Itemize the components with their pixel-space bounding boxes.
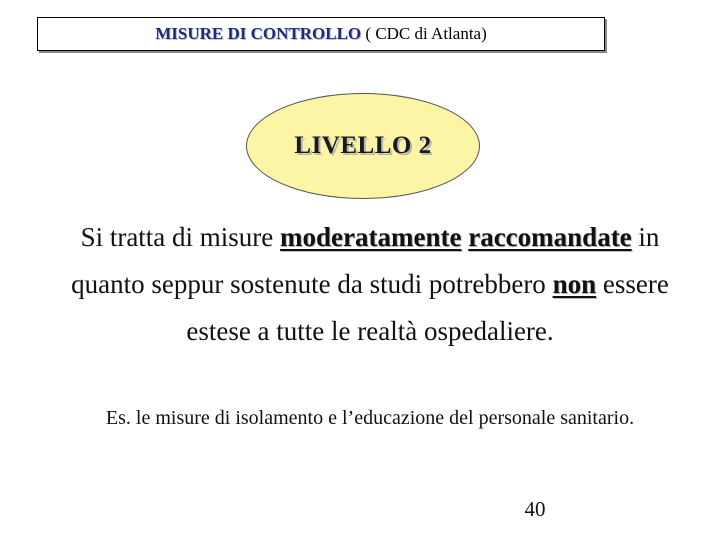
header-title-box: [37, 17, 605, 51]
emphasis-raccomandate: raccomandate: [468, 222, 632, 252]
header-title-source: ( CDC di Atlanta): [361, 24, 487, 43]
level-ellipse: [246, 93, 480, 199]
example-paragraph: Es. le misure di isolamento e l’educazione del personale sanitario.: [105, 407, 635, 429]
main-text-part1: Si tratta di misure: [80, 222, 281, 252]
emphasis-moderatamente: moderatamente: [280, 222, 462, 252]
emphasis-non: non: [552, 269, 597, 299]
main-text-part2: in quanto seppur sostenute da studi potrebbero: [71, 222, 660, 299]
page-number: 40: [524, 497, 546, 521]
main-paragraph: [60, 214, 680, 355]
header-title-bold: MISURE DI CONTROLLO: [155, 24, 362, 43]
main-text-part3: essere estese a tutte le realtà ospedaliere.: [186, 269, 669, 346]
level-label: LIVELLO 2: [294, 132, 432, 159]
